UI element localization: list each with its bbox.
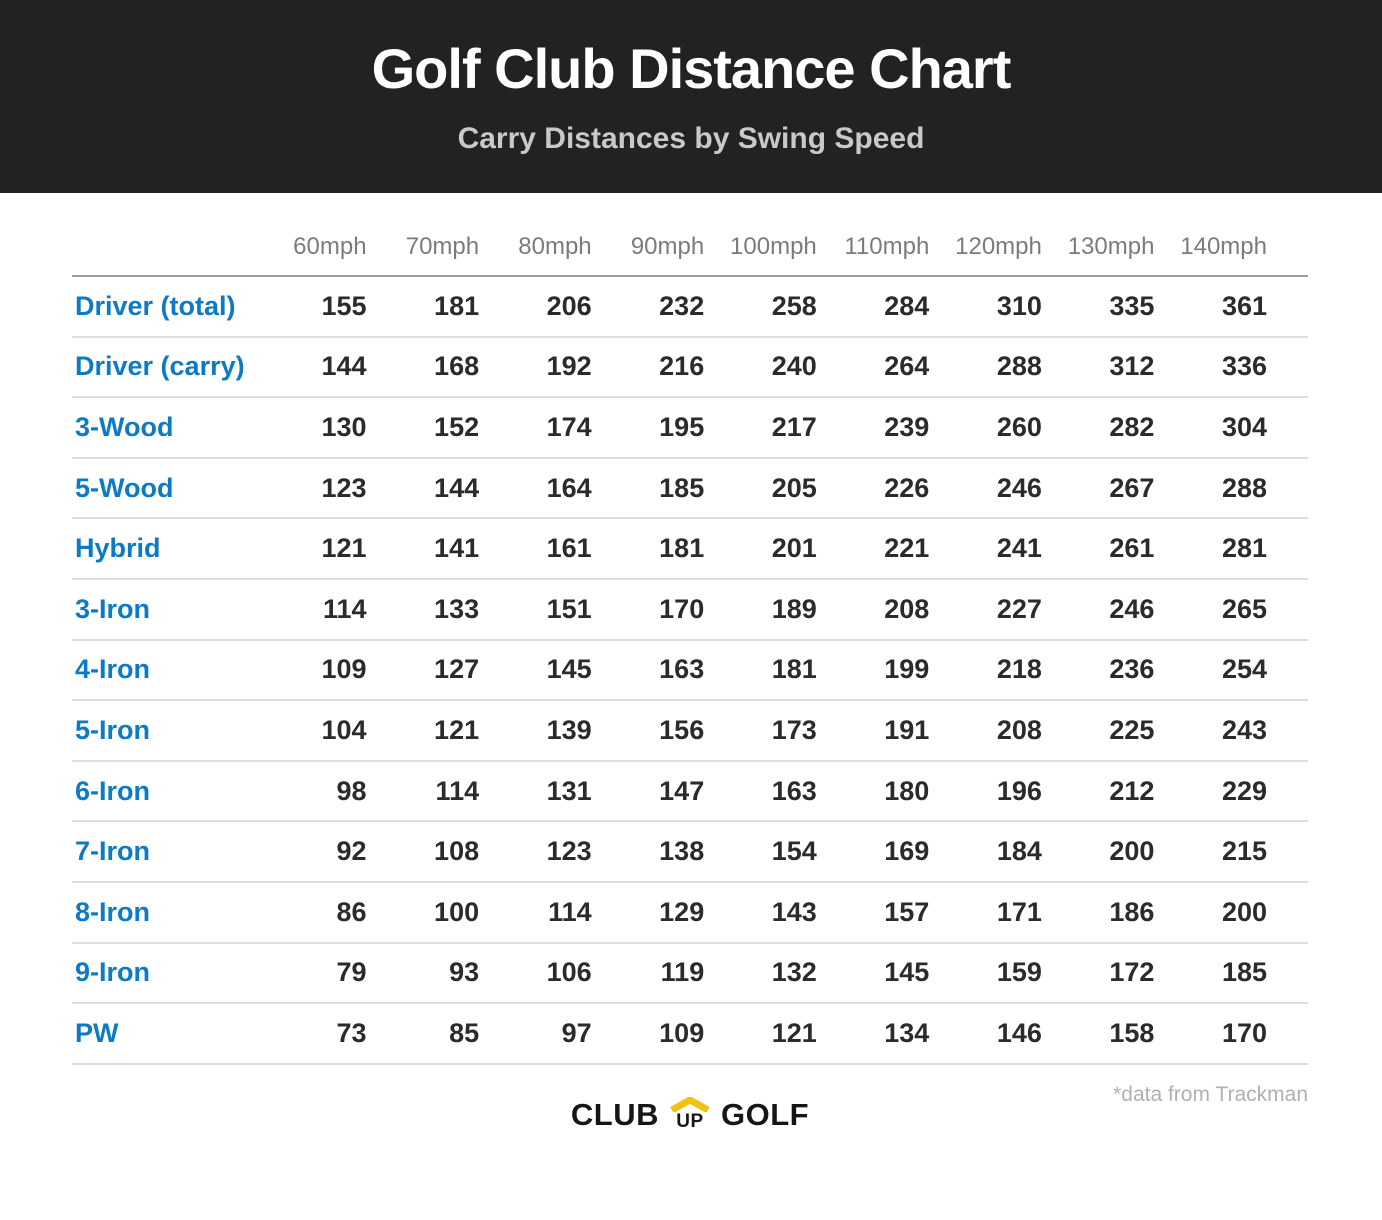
column-header-90mph: 90mph (630, 233, 705, 260)
column-header-140mph: 140mph (1180, 233, 1267, 260)
distance-value: 241 (996, 533, 1042, 564)
distance-value: 312 (1109, 351, 1155, 382)
row-label: 6-Iron (75, 775, 151, 806)
table-row (72, 459, 1308, 520)
distance-value: 281 (1221, 533, 1267, 564)
distance-value: 154 (771, 836, 817, 867)
distance-value: 336 (1221, 351, 1267, 382)
distance-value: 86 (336, 896, 367, 927)
distance-value: 141 (434, 533, 480, 564)
distance-value: 282 (1109, 411, 1155, 442)
distance-value: 243 (1221, 714, 1267, 745)
distance-value: 145 (546, 654, 592, 685)
column-header-80mph: 80mph (518, 233, 592, 260)
distance-value: 261 (1109, 533, 1155, 564)
distance-value: 144 (321, 351, 367, 382)
distance-value: 288 (996, 351, 1042, 382)
distance-value: 145 (884, 957, 930, 988)
distance-value: 152 (434, 411, 480, 442)
distance-value: 114 (435, 775, 480, 806)
column-header-70mph: 70mph (405, 233, 480, 260)
distance-value: 123 (321, 472, 367, 503)
row-label: 5-Wood (75, 472, 174, 503)
distance-value: 185 (659, 472, 705, 503)
distance-value: 192 (546, 351, 592, 382)
distance-value: 361 (1221, 290, 1267, 321)
table-row (72, 944, 1308, 1005)
table-row (72, 580, 1308, 641)
distance-value: 288 (1221, 472, 1267, 503)
row-label: Driver (carry) (75, 351, 245, 382)
distance-value: 133 (434, 593, 480, 624)
distance-value: 98 (336, 775, 367, 806)
distance-value: 335 (1109, 290, 1155, 321)
distance-value: 132 (771, 957, 817, 988)
distance-value: 191 (884, 714, 930, 745)
distance-value: 208 (884, 593, 930, 624)
distance-value: 79 (336, 957, 367, 988)
distance-value: 254 (1221, 654, 1267, 685)
distance-value: 199 (884, 654, 930, 685)
distance-value: 144 (434, 472, 480, 503)
distance-value: 172 (1109, 957, 1155, 988)
distance-value: 225 (1109, 714, 1155, 745)
distance-value: 123 (546, 836, 592, 867)
distance-value: 200 (1221, 896, 1267, 927)
distance-value: 217 (771, 411, 817, 442)
column-header-row (72, 193, 1308, 277)
column-header-110mph: 110mph (844, 233, 930, 260)
distance-value: 151 (546, 593, 592, 624)
distance-value: 174 (546, 411, 592, 442)
distance-value: 114 (548, 896, 592, 927)
distance-value: 170 (659, 593, 705, 624)
distance-value: 73 (336, 1017, 367, 1048)
data-source-note: *data from Trackman (1113, 1082, 1308, 1106)
distance-value: 114 (322, 593, 367, 624)
distance-value: 121 (771, 1017, 817, 1048)
distance-value: 169 (884, 836, 930, 867)
distance-value: 143 (771, 896, 817, 927)
table-row (72, 519, 1308, 580)
row-label: 8-Iron (75, 896, 151, 927)
distance-value: 173 (771, 714, 817, 745)
distance-value: 246 (1109, 593, 1155, 624)
distance-value: 127 (434, 654, 480, 685)
column-header-120mph: 120mph (955, 233, 1042, 260)
distance-table (72, 193, 1308, 1065)
distance-value: 180 (884, 775, 930, 806)
distance-value: 212 (1109, 775, 1155, 806)
row-label: Driver (total) (75, 290, 236, 321)
distance-value: 155 (321, 290, 367, 321)
distance-value: 232 (659, 290, 705, 321)
row-label: 7-Iron (75, 836, 151, 867)
distance-value: 139 (546, 714, 592, 745)
distance-value: 109 (321, 654, 367, 685)
column-header-100mph: 100mph (730, 233, 817, 260)
row-label: 4-Iron (75, 654, 151, 685)
footer (72, 1065, 1308, 1185)
row-label: PW (75, 1017, 119, 1048)
distance-value: 163 (659, 654, 705, 685)
distance-value: 97 (561, 1017, 592, 1048)
distance-value: 246 (996, 472, 1042, 503)
distance-value: 201 (771, 533, 817, 564)
row-label: 9-Iron (75, 957, 151, 988)
distance-value: 119 (660, 957, 705, 988)
distance-value: 260 (996, 411, 1042, 442)
chevron-up-icon (669, 1097, 711, 1112)
distance-value: 131 (546, 775, 592, 806)
distance-value: 181 (434, 290, 480, 321)
row-label: Hybrid (75, 533, 161, 564)
distance-value: 310 (996, 290, 1042, 321)
distance-value: 92 (336, 836, 367, 867)
table-row (72, 883, 1308, 944)
distance-value: 129 (659, 896, 705, 927)
distance-value: 185 (1221, 957, 1267, 988)
distance-value: 196 (996, 775, 1042, 806)
distance-value: 284 (884, 290, 930, 321)
distance-value: 258 (771, 290, 817, 321)
distance-value: 264 (884, 351, 930, 382)
distance-value: 216 (659, 351, 705, 382)
distance-value: 146 (996, 1017, 1042, 1048)
distance-value: 108 (434, 836, 480, 867)
row-label: 3-Iron (75, 593, 151, 624)
distance-value: 161 (546, 533, 592, 564)
column-header-60mph: 60mph (293, 233, 367, 260)
distance-value: 134 (884, 1017, 930, 1048)
distance-value: 215 (1221, 836, 1267, 867)
distance-value: 163 (771, 775, 817, 806)
header-band (0, 0, 1382, 193)
distance-value: 184 (996, 836, 1042, 867)
distance-value: 206 (546, 290, 592, 321)
distance-value: 109 (659, 1017, 705, 1048)
distance-value: 121 (434, 714, 480, 745)
distance-value: 100 (434, 896, 480, 927)
distance-value: 208 (996, 714, 1042, 745)
page-title: Golf Club Distance Chart (371, 37, 1011, 100)
distance-value: 121 (321, 533, 367, 564)
table-row (72, 701, 1308, 762)
distance-value: 227 (996, 593, 1042, 624)
table-row (72, 1004, 1308, 1065)
distance-value: 157 (884, 896, 930, 927)
table-row (72, 822, 1308, 883)
club-up-golf-logo (571, 1097, 809, 1130)
distance-value: 181 (659, 533, 705, 564)
page-subtitle: Carry Distances by Swing Speed (457, 122, 925, 155)
distance-value: 186 (1109, 896, 1155, 927)
table-row (72, 338, 1308, 399)
logo-word-club: CLUB (570, 1096, 659, 1132)
distance-value: 159 (996, 957, 1042, 988)
distance-value: 229 (1221, 775, 1267, 806)
table-row (72, 398, 1308, 459)
distance-value: 85 (449, 1017, 480, 1048)
distance-value: 171 (996, 896, 1042, 927)
distance-value: 106 (546, 957, 592, 988)
distance-value: 156 (659, 714, 705, 745)
distance-value: 239 (884, 411, 930, 442)
distance-value: 226 (884, 472, 930, 503)
logo-word-up: UP (676, 1110, 704, 1132)
distance-value: 267 (1109, 472, 1155, 503)
logo-up-block (669, 1097, 711, 1130)
distance-value: 304 (1221, 411, 1267, 442)
distance-value: 168 (434, 351, 480, 382)
distance-value: 138 (659, 836, 705, 867)
distance-value: 170 (1221, 1017, 1267, 1048)
distance-value: 104 (321, 714, 367, 745)
row-label: 5-Iron (75, 714, 151, 745)
distance-value: 181 (771, 654, 817, 685)
distance-value: 218 (996, 654, 1042, 685)
table-row (72, 641, 1308, 702)
distance-value: 130 (321, 411, 367, 442)
logo-word-golf: GOLF (721, 1096, 810, 1132)
row-label: 3-Wood (75, 411, 174, 442)
distance-value: 164 (546, 472, 592, 503)
distance-value: 200 (1109, 836, 1155, 867)
distance-value: 265 (1221, 593, 1267, 624)
distance-value: 221 (884, 533, 930, 564)
table-body (72, 277, 1308, 1065)
table-row (72, 277, 1308, 338)
distance-value: 236 (1109, 654, 1155, 685)
distance-value: 93 (449, 957, 480, 988)
column-header-130mph: 130mph (1067, 233, 1155, 260)
table-row (72, 762, 1308, 823)
distance-value: 189 (771, 593, 817, 624)
distance-value: 195 (659, 411, 705, 442)
distance-value: 240 (771, 351, 817, 382)
distance-value: 147 (659, 775, 705, 806)
distance-value: 205 (771, 472, 817, 503)
distance-value: 158 (1109, 1017, 1155, 1048)
